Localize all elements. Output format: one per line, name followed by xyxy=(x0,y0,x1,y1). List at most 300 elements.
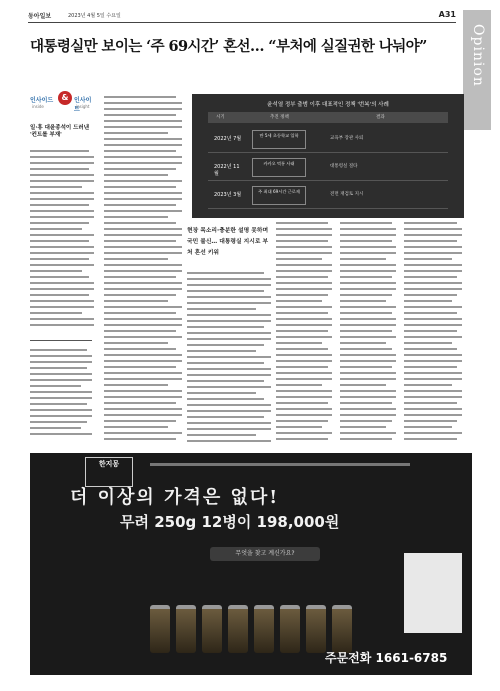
text-line xyxy=(187,314,271,316)
text-line xyxy=(30,415,92,417)
text-line xyxy=(30,174,94,176)
text-line xyxy=(104,390,182,392)
text-line xyxy=(104,402,176,404)
text-line xyxy=(104,222,176,224)
text-line xyxy=(30,427,81,429)
chart-row-1 xyxy=(208,126,448,153)
text-line xyxy=(104,252,182,254)
text-line xyxy=(340,432,396,434)
product-box-image xyxy=(404,553,462,633)
chart-row-3 xyxy=(208,182,448,209)
text-line xyxy=(30,216,94,218)
text-line xyxy=(404,276,457,278)
text-line xyxy=(30,403,87,405)
text-line xyxy=(30,180,94,182)
text-line xyxy=(276,228,332,230)
text-line xyxy=(340,306,396,308)
text-line xyxy=(104,426,168,428)
body-column-quote xyxy=(187,272,271,447)
text-line xyxy=(187,362,264,364)
text-line xyxy=(340,342,386,344)
text-line xyxy=(30,198,94,200)
product-jar-icon xyxy=(150,605,170,653)
text-line xyxy=(104,306,182,308)
text-line xyxy=(104,96,176,98)
text-line xyxy=(404,264,462,266)
text-line xyxy=(404,294,457,296)
text-line xyxy=(30,373,92,375)
text-line xyxy=(340,294,392,296)
text-line xyxy=(30,433,92,435)
text-line xyxy=(104,366,176,368)
text-line xyxy=(404,432,462,434)
text-line xyxy=(30,252,94,254)
text-line xyxy=(340,330,392,332)
row-policy: 만 5세 초등학교 입학 xyxy=(252,130,306,149)
text-line xyxy=(276,324,332,326)
text-line xyxy=(104,408,182,410)
text-line xyxy=(104,432,182,434)
text-line xyxy=(104,180,182,182)
text-line xyxy=(404,306,462,308)
text-line xyxy=(104,102,182,104)
text-line xyxy=(404,354,462,356)
text-line xyxy=(340,264,396,266)
text-line xyxy=(187,302,271,304)
text-line xyxy=(276,294,328,296)
text-line xyxy=(340,438,392,440)
text-line xyxy=(104,330,176,332)
text-line xyxy=(104,264,182,266)
text-line xyxy=(187,326,264,328)
text-line xyxy=(104,114,176,116)
author-block xyxy=(30,93,94,138)
text-line xyxy=(187,374,271,376)
text-line xyxy=(404,300,452,302)
ad-offer: 무려 250g 12병이 198,000원 xyxy=(120,513,340,531)
text-line xyxy=(340,426,386,428)
row-year: 2023년 3월 xyxy=(214,192,242,198)
text-line xyxy=(187,434,256,436)
text-line xyxy=(276,396,332,398)
text-line xyxy=(187,380,264,382)
text-line xyxy=(104,372,182,374)
text-line xyxy=(276,432,332,434)
product-jar-icon xyxy=(202,605,222,653)
text-line xyxy=(104,108,182,110)
text-line xyxy=(30,222,89,224)
text-line xyxy=(276,366,328,368)
text-line xyxy=(30,361,92,363)
text-line xyxy=(30,318,94,320)
text-line xyxy=(340,384,386,386)
text-line xyxy=(30,162,94,164)
text-line xyxy=(30,367,87,369)
body-column-5 xyxy=(404,222,462,447)
text-line xyxy=(404,282,462,284)
text-line xyxy=(187,404,271,406)
text-line xyxy=(104,312,176,314)
text-line xyxy=(404,258,452,260)
text-line xyxy=(404,438,457,440)
text-line xyxy=(276,330,328,332)
text-line xyxy=(276,258,322,260)
text-line xyxy=(340,252,396,254)
text-line xyxy=(187,398,264,400)
text-line xyxy=(104,186,176,188)
header-result: 결과 xyxy=(376,115,385,120)
product-jar-icon xyxy=(306,605,326,653)
text-line xyxy=(340,282,396,284)
text-line xyxy=(30,282,94,284)
text-line xyxy=(340,240,392,242)
text-line xyxy=(30,379,92,381)
text-line xyxy=(404,372,462,374)
text-line xyxy=(187,332,271,334)
article-headline: 대통령실만 보이는 ‘주 69시간’ 혼선… “부처에 실질권한 나눠야” xyxy=(30,38,427,55)
text-line xyxy=(104,360,182,362)
text-line xyxy=(404,270,462,272)
product-jar-icon xyxy=(280,605,300,653)
text-line xyxy=(104,126,182,128)
chart-header-row xyxy=(208,112,448,123)
text-line xyxy=(30,349,87,351)
text-line xyxy=(340,288,396,290)
ad-brand-logo: 한지몽 xyxy=(85,457,133,487)
text-line xyxy=(30,246,94,248)
text-line xyxy=(104,318,182,320)
text-line xyxy=(404,342,452,344)
row-result: 교육부 장관 사퇴 xyxy=(330,136,364,141)
text-line xyxy=(187,416,264,418)
text-line xyxy=(104,204,176,206)
text-line xyxy=(30,150,89,152)
text-line xyxy=(404,366,457,368)
text-line xyxy=(104,276,176,278)
text-line xyxy=(404,330,457,332)
body-column-4 xyxy=(340,222,396,447)
text-line xyxy=(30,192,94,194)
text-line xyxy=(340,270,396,272)
text-line xyxy=(187,290,264,292)
text-line xyxy=(30,258,89,260)
text-line xyxy=(30,409,92,411)
text-line xyxy=(276,300,322,302)
text-line xyxy=(104,414,182,416)
text-line xyxy=(104,324,182,326)
text-line xyxy=(276,312,328,314)
ampersand-icon: & xyxy=(58,91,72,105)
row-year: 2022년 7월 xyxy=(214,136,242,142)
header-period: 시기 xyxy=(216,115,225,120)
text-line xyxy=(276,378,332,380)
text-line xyxy=(340,396,396,398)
text-line xyxy=(340,408,396,410)
text-line xyxy=(104,384,168,386)
text-line xyxy=(404,402,457,404)
text-line xyxy=(276,426,322,428)
opinion-section-tab xyxy=(463,10,491,130)
text-line xyxy=(104,258,168,260)
policy-reversal-chart xyxy=(192,94,464,218)
row-result: 전면 재검토 지시 xyxy=(330,192,364,197)
text-line xyxy=(340,414,396,416)
issue-date: 2023년 4월 5일 수요일 xyxy=(68,13,121,19)
text-line xyxy=(276,282,332,284)
text-line xyxy=(276,342,322,344)
text-line xyxy=(104,120,182,122)
text-line xyxy=(404,414,462,416)
column-name-left-en: inside xyxy=(32,104,44,109)
text-line xyxy=(104,198,182,200)
text-line xyxy=(340,336,396,338)
header-policy: 추진 정책 xyxy=(270,115,289,120)
text-line xyxy=(276,240,328,242)
advertisement[interactable] xyxy=(30,453,472,675)
text-line xyxy=(104,282,182,284)
text-line xyxy=(30,288,94,290)
section-label: Opinion xyxy=(470,24,486,87)
text-line xyxy=(187,368,271,370)
text-line xyxy=(340,324,396,326)
text-line xyxy=(104,192,182,194)
text-line xyxy=(276,390,332,392)
text-line xyxy=(404,222,457,224)
text-line xyxy=(340,360,396,362)
text-line xyxy=(404,240,457,242)
ad-headline: 더 이상의 가격은 없다! xyxy=(70,487,280,508)
text-line xyxy=(340,402,392,404)
text-line xyxy=(30,294,89,296)
text-line xyxy=(404,408,462,410)
chart-row-2 xyxy=(208,154,448,181)
text-line xyxy=(30,312,82,314)
text-line xyxy=(30,385,81,387)
text-line xyxy=(276,246,332,248)
text-line xyxy=(404,318,462,320)
column-name-right: 인사이트 xyxy=(74,97,92,113)
text-line xyxy=(104,246,182,248)
text-line xyxy=(276,420,328,422)
text-line xyxy=(187,410,271,412)
text-line xyxy=(104,420,176,422)
text-line xyxy=(340,390,396,392)
text-line xyxy=(30,421,87,423)
text-line xyxy=(104,144,182,146)
text-line xyxy=(187,308,256,310)
text-line xyxy=(30,228,82,230)
text-line xyxy=(104,354,182,356)
text-line xyxy=(104,396,182,398)
page-number: A31 xyxy=(438,10,456,19)
text-line xyxy=(404,348,457,350)
paper-name: 동아일보 xyxy=(28,13,52,20)
text-line xyxy=(30,168,89,170)
text-line xyxy=(276,408,332,410)
row-year: 2022년 11월 xyxy=(214,164,240,177)
text-line xyxy=(187,392,256,394)
text-line xyxy=(404,384,452,386)
text-line xyxy=(30,204,89,206)
text-line xyxy=(30,234,94,236)
column-name-right-en: insight xyxy=(76,104,90,109)
text-line xyxy=(104,216,168,218)
text-line xyxy=(404,234,462,236)
text-line xyxy=(104,378,182,380)
text-line xyxy=(104,138,182,140)
text-line xyxy=(404,252,462,254)
text-line xyxy=(30,306,94,308)
text-line xyxy=(276,402,328,404)
text-line xyxy=(30,324,94,326)
text-line xyxy=(276,372,332,374)
text-line xyxy=(276,252,332,254)
text-line xyxy=(30,264,94,266)
text-line xyxy=(30,240,89,242)
text-line xyxy=(104,162,182,164)
text-line xyxy=(104,294,176,296)
text-line xyxy=(187,386,271,388)
text-line xyxy=(104,228,182,230)
text-line xyxy=(30,300,94,302)
text-line xyxy=(187,440,271,442)
text-line xyxy=(340,228,396,230)
column-name-left: 인사이드 xyxy=(30,97,54,104)
text-line xyxy=(104,174,168,176)
sidebar-lines xyxy=(30,349,92,439)
pull-quote: 현장 목소리·충분한 설명 못하며 국민 불신… 대통령실 지시로 부처 혼선 키워 xyxy=(187,228,269,256)
text-line xyxy=(404,378,462,380)
text-line xyxy=(340,348,392,350)
text-line xyxy=(104,348,176,350)
text-line xyxy=(404,312,457,314)
text-line xyxy=(340,258,386,260)
text-line xyxy=(276,270,332,272)
text-line xyxy=(404,288,462,290)
product-jar-icon xyxy=(332,605,352,653)
text-line xyxy=(276,264,332,266)
text-line xyxy=(104,300,168,302)
text-line xyxy=(276,222,328,224)
text-line xyxy=(404,336,462,338)
text-line xyxy=(104,210,182,212)
text-line xyxy=(276,384,322,386)
text-line xyxy=(104,288,182,290)
text-line xyxy=(187,272,264,274)
row-policy: 주 최대 69시간 근로제 xyxy=(252,186,306,205)
text-line xyxy=(276,354,332,356)
text-line xyxy=(276,438,328,440)
text-line xyxy=(187,320,271,322)
ad-divider xyxy=(150,463,410,466)
product-jar-icon xyxy=(176,605,196,653)
text-line xyxy=(104,336,182,338)
text-line xyxy=(187,344,264,346)
text-line xyxy=(30,355,92,357)
text-line xyxy=(340,276,392,278)
text-line xyxy=(404,396,462,398)
text-line xyxy=(276,288,332,290)
text-line xyxy=(340,378,396,380)
product-jar-icon xyxy=(254,605,274,653)
body-column-2 xyxy=(104,96,182,446)
text-line xyxy=(104,150,176,152)
text-line xyxy=(187,356,271,358)
text-line xyxy=(30,210,94,212)
article-subhead: 일·휴 대윤종석이 드러낸 '컨트롤 부재' xyxy=(30,125,90,138)
text-line xyxy=(340,246,396,248)
text-line xyxy=(187,338,271,340)
text-line xyxy=(30,276,89,278)
text-line xyxy=(404,426,452,428)
text-line xyxy=(104,168,176,170)
text-line xyxy=(340,234,396,236)
row-policy: 카카오 먹통 사태 xyxy=(252,158,306,177)
text-line xyxy=(187,284,271,286)
ad-phone[interactable]: 주문전화 1661-6785 xyxy=(325,651,448,665)
text-line xyxy=(30,156,94,158)
text-line xyxy=(104,132,168,134)
text-line xyxy=(404,420,457,422)
text-line xyxy=(276,348,328,350)
text-line xyxy=(404,390,462,392)
product-jar-icon xyxy=(228,605,248,653)
ad-question-banner: 무엇을 찾고 계신가요? xyxy=(210,547,320,561)
text-line xyxy=(404,228,462,230)
text-line xyxy=(104,438,176,440)
sidebar-box xyxy=(30,340,92,441)
text-line xyxy=(187,428,271,430)
text-line xyxy=(276,360,332,362)
row-result: 대통령실 질타 xyxy=(330,164,358,169)
text-line xyxy=(187,350,256,352)
text-line xyxy=(404,324,462,326)
text-line xyxy=(187,278,271,280)
text-line xyxy=(340,354,396,356)
text-line xyxy=(276,414,332,416)
text-line xyxy=(340,318,396,320)
text-line xyxy=(187,296,271,298)
text-line xyxy=(340,372,396,374)
body-column-3 xyxy=(276,222,332,447)
text-line xyxy=(30,270,82,272)
text-line xyxy=(104,342,168,344)
text-line xyxy=(340,420,392,422)
text-line xyxy=(404,246,462,248)
text-line xyxy=(187,422,271,424)
text-line xyxy=(104,234,182,236)
text-line xyxy=(276,336,332,338)
masthead-bar xyxy=(28,10,456,23)
text-line xyxy=(276,318,332,320)
body-column-1 xyxy=(30,150,94,335)
text-line xyxy=(30,391,92,393)
text-line xyxy=(30,397,92,399)
text-line xyxy=(276,276,328,278)
text-line xyxy=(104,156,182,158)
text-line xyxy=(340,222,392,224)
text-line xyxy=(30,186,82,188)
text-line xyxy=(404,360,462,362)
text-line xyxy=(104,240,176,242)
text-line xyxy=(276,234,332,236)
text-line xyxy=(340,312,392,314)
text-line xyxy=(104,270,182,272)
text-line xyxy=(340,300,386,302)
text-line xyxy=(276,306,332,308)
chart-title: 윤석열 정부 출범 이후 대표적인 정책 '번복'의 사례 xyxy=(267,102,389,108)
text-line xyxy=(340,366,392,368)
